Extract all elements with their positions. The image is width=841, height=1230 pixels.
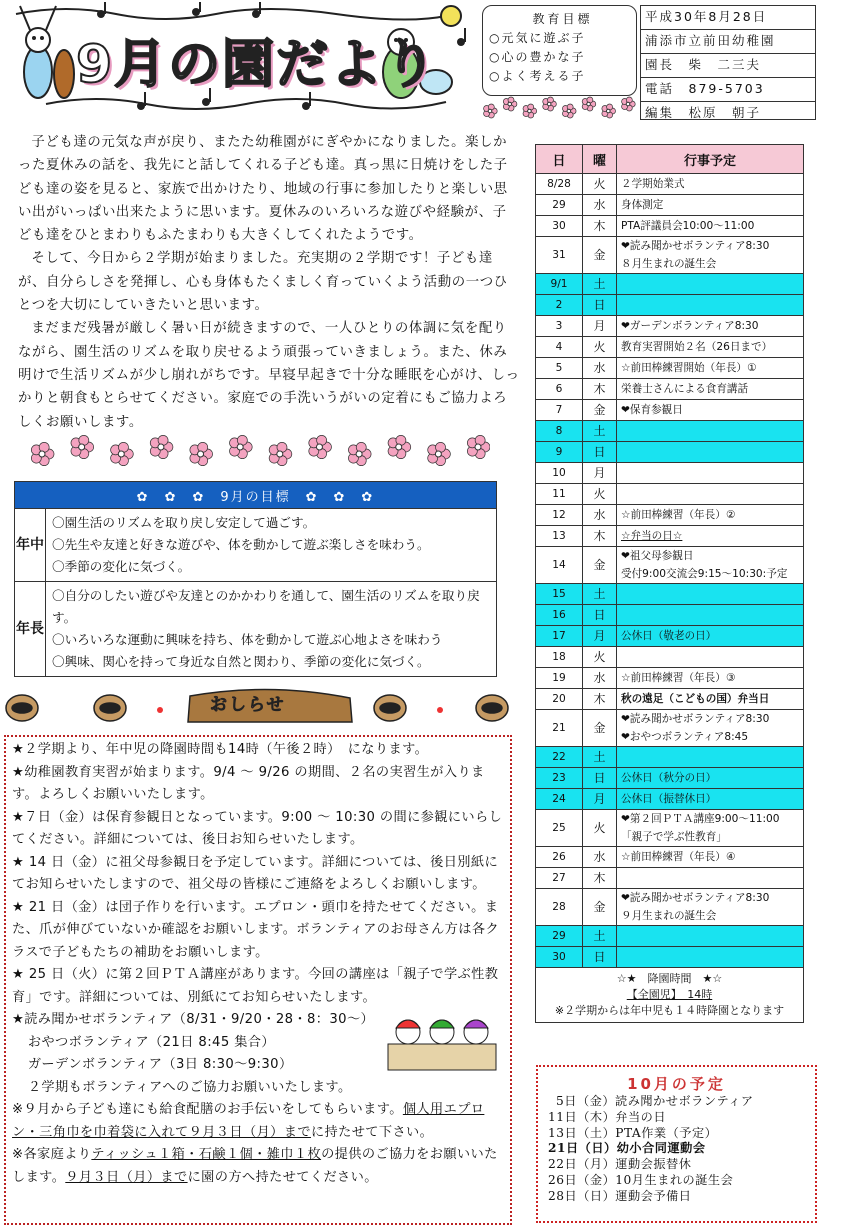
schedule-header-day: 曜 [583, 145, 617, 174]
schedule-date: 9/1 [536, 274, 583, 295]
schedule-date: 7 [536, 400, 583, 421]
schedule-event: 教育実習開始２名（26日まで） [617, 337, 804, 358]
schedule-row [536, 379, 804, 400]
schedule-event [617, 584, 804, 605]
flower-icon [71, 435, 94, 458]
schedule-row [536, 295, 804, 316]
notice-item: ★２学期より、年中児の降園時間も14時（午後２時） になります。 [12, 742, 429, 757]
schedule-row [536, 421, 804, 442]
schedule-date: 15 [536, 584, 583, 605]
schedule-date: 20 [536, 689, 583, 710]
flower-icon [111, 442, 134, 465]
intro-paragraph: そして、今日から２学期が始まりました。充実期の２学期です！子ども達が、自分らしさを発揮し、心も身体もたくましく育っていくよう活動の一つひとつを大切にしていきたいと思います。 [18, 251, 508, 314]
schedule-date: 21 [536, 710, 583, 747]
schedule-date: 29 [536, 195, 583, 216]
schedule-day: 土 [583, 584, 617, 605]
schedule-event: PTA評議員会10:00～11:00 [617, 216, 804, 237]
volunteer-heading: ★読み聞かせボランティア（8/31・9/20・28・8：30～） [12, 1012, 375, 1027]
flower-icon [602, 104, 616, 118]
schedule-day: 木 [583, 526, 617, 547]
schedule-day: 木 [583, 868, 617, 889]
schedule-day: 木 [583, 216, 617, 237]
schedule-date: 16 [536, 605, 583, 626]
schedule-row [536, 768, 804, 789]
schedule-date: 2 [536, 295, 583, 316]
schedule-row [536, 668, 804, 689]
schedule-row [536, 195, 804, 216]
school-name: 浦添市立前田幼稚園 [641, 30, 815, 54]
schedule-event [617, 747, 804, 768]
schedule-event [617, 605, 804, 626]
october-item: 28日（日）運動会予備日 [548, 1188, 692, 1203]
children-illustration-icon [386, 1010, 498, 1072]
volunteer-line: おやつボランティア（21日 8:45 集合） [27, 1034, 275, 1050]
notice-box [4, 735, 512, 1225]
schedule-row [536, 316, 804, 337]
schedule-day: 水 [583, 505, 617, 526]
schedule-event [617, 295, 804, 316]
schedule-date: 10 [536, 463, 583, 484]
schedule-row [536, 174, 804, 195]
schedule-row [536, 547, 804, 584]
schedule-day: 火 [583, 647, 617, 668]
monthly-goals-heading: ✿ ✿ ✿ 9月の目標 ✿ ✿ ✿ [15, 482, 497, 509]
schedule-event: ☆前田棒練習（年長）④ [617, 847, 804, 868]
october-item: 5日（金）読み聞かせボランティア [556, 1094, 754, 1108]
schedule-event [617, 442, 804, 463]
schedule-day: 火 [583, 337, 617, 358]
schedule-day: 水 [583, 847, 617, 868]
goal-group-row [15, 582, 497, 677]
schedule-event [617, 274, 804, 295]
flower-icon [269, 442, 292, 465]
schedule-row [536, 689, 804, 710]
goal-item: 〇季節の変化に気づく。 [52, 559, 191, 574]
schedule-event: 秋の遠足（こどもの国）弁当日 [617, 689, 804, 710]
schedule-row [536, 584, 804, 605]
flower-icon [484, 104, 498, 118]
schedule-day: 日 [583, 768, 617, 789]
notice-item: ★ 14 日（金）に祖父母参観日を予定しています。詳細については、後日別紙にてお知らせいたしますので、祖父母の皆様にご連絡をよろしくお願いします。 [12, 854, 499, 892]
schedule-date: 3 [536, 316, 583, 337]
schedule-date: 11 [536, 484, 583, 505]
october-heading: 10月の予定 [627, 1075, 726, 1093]
schedule-row [536, 237, 804, 274]
schedule-row [536, 605, 804, 626]
flower-icon [150, 435, 173, 458]
flower-icon [622, 97, 636, 111]
schedule-date: 31 [536, 237, 583, 274]
schedule-row [536, 847, 804, 868]
intro-text [18, 131, 520, 434]
schedule-header-date: 日 [536, 145, 583, 174]
schedule-event: 公休日（秋分の日） [617, 768, 804, 789]
schedule-event: ❤読み聞かせボランティア8:30 ❤おやつボランティア8:45 [617, 710, 804, 747]
goal-group-label: 年中 [15, 509, 46, 582]
schedule-day: 水 [583, 195, 617, 216]
schedule-event: ☆前田棒練習（年長）② [617, 505, 804, 526]
schedule-day: 水 [583, 358, 617, 379]
intro-paragraph: 子ども達の元気な声が戻り、またた幼稚園がにぎやかになりました。楽しかった夏休みの話を、我先にと話してくれる子ども達。真っ黒に日焼けをした子ども達の姿を見ると、家族で出かけたり、地域の行事に参加したりと楽しい思い出がいっぱい出来たように思います。夏休みのいろいろな遊びや経験が、子ども達をひとまわりもふたまわりも大きくしてくれたようです。 [18, 135, 508, 244]
flower-icon [523, 104, 537, 118]
october-item: 21日（日）幼小合同運動会 [548, 1141, 706, 1156]
schedule-row [536, 626, 804, 647]
notice-item: ★７日（金）は保育参観日となっています。9:00 ～ 10:30 の間に参観にいらしてください。詳細については、後日お知らせいたします。 [12, 809, 503, 847]
schedule-row [536, 216, 804, 237]
schedule-date: 5 [536, 358, 583, 379]
schedule-row [536, 810, 804, 847]
schedule-event: 公休日（振替休日） [617, 789, 804, 810]
goal-group-label: 年長 [15, 582, 46, 677]
schedule-event: ☆前田棒練習開始（年長）① [617, 358, 804, 379]
schedule-event [617, 947, 804, 968]
flower-icon [388, 435, 411, 458]
schedule-date: 25 [536, 810, 583, 847]
schedule-row [536, 868, 804, 889]
schedule-day: 木 [583, 379, 617, 400]
issue-date: 平成30年8月28日 [641, 6, 815, 30]
goal-item: 〇園生活のリズムを取り戻し安定して過ごす。 [52, 515, 316, 530]
volunteer-line: ２学期もボランティアへのご協力お願いいたします。 [27, 1079, 352, 1095]
schedule-date: 14 [536, 547, 583, 584]
schedule-event: ❤ガーデンボランティア8:30 [617, 316, 804, 337]
goal-group-row [15, 509, 497, 582]
notice-item: ★幼稚園教育実習が始まります。9/4 ～ 9/26 の期間、２名の実習生が入ります。よろしくお願いいたします。 [12, 764, 485, 802]
notice-item: ★ 21 日（金）は団子作りを行います。エプロン・頭巾を持たせてください。また、爪が伸びていないか確認をお願いします。ボランティアのお母さん方は各クラスで子どもたちの補助をお願いします。 [12, 899, 500, 960]
schedule-row [536, 358, 804, 379]
october-item: 13日（土）PTA作業（予定） [548, 1125, 718, 1140]
flower-border-icon [478, 96, 640, 122]
schedule-day: 日 [583, 605, 617, 626]
schedule-event [617, 647, 804, 668]
supply-notice: ※各家庭よりティッシュ１箱・石鹸１個・雑巾１枚の提供のご協力をお願いいたします。９月３日（月）までに園の方へ持たせてください。 [12, 1147, 498, 1185]
flower-icon [230, 435, 253, 458]
cricket-icon [20, 6, 74, 98]
schedule-event: ❤祖父母参観日 受付9:00交流会9:15～10:30:予定 [617, 547, 804, 584]
flower-icon [31, 442, 54, 465]
flower-icon [503, 97, 517, 111]
schedule-day: 金 [583, 547, 617, 584]
education-goal-item: ○よく考える子 [489, 69, 586, 83]
schedule-row [536, 526, 804, 547]
notice-item: ★ 25 日（火）に第２回ＰＴＡ講座があります。今回の講座は「親子で学ぶ性教育」です。詳細については、別紙にてお知らせいたします。 [12, 967, 499, 1005]
schedule-day: 金 [583, 400, 617, 421]
editor-name: 編集 松原 朝子 [645, 105, 762, 120]
volunteer-line: ガーデンボランティア（3日 8:30～9:30） [27, 1057, 293, 1072]
flower-icon [428, 442, 451, 465]
education-goals-heading: 教育目標 [532, 12, 593, 26]
schedule-day: 日 [583, 442, 617, 463]
intro-paragraph: まだまだ残暑が厳しく暑い日が続きますので、一人ひとりの体調に気を配りながら、園生活のリズムを取り戻せるよう頑張っていきましょう。また、休み明けで生活リズムが少し崩れがちです。早寝早起きで十分な睡眠を心がけ、しっかりと朝食もとらせてください。家庭での手洗いうがいの定着にもご協力よろしくお願いします。 [18, 321, 520, 430]
schedule-row [536, 337, 804, 358]
schedule-date: 12 [536, 505, 583, 526]
schedule-event: 栄養士さんによる食育講話 [617, 379, 804, 400]
phone-number: 電話 879-5703 [641, 78, 815, 102]
schedule-date: 30 [536, 216, 583, 237]
schedule-day: 水 [583, 668, 617, 689]
schedule-row [536, 463, 804, 484]
october-item: 26日（金）10月生まれの誕生会 [548, 1172, 734, 1187]
goal-item: 〇先生や友達と好きな遊びや、体を動かして遊ぶ楽しさを味わう。 [52, 537, 430, 552]
schedule-row [536, 710, 804, 747]
schedule-date: 17 [536, 626, 583, 647]
schedule-day: 木 [583, 689, 617, 710]
flower-divider-icon [30, 433, 490, 473]
schedule-event [617, 926, 804, 947]
flower-icon [582, 97, 596, 111]
schedule-date: 8 [536, 421, 583, 442]
notice-title: おしらせ [210, 695, 286, 715]
schedule-date: 4 [536, 337, 583, 358]
schedule-date: 24 [536, 789, 583, 810]
schedule-table [535, 144, 804, 1023]
flower-icon [190, 442, 213, 465]
october-plan-box [536, 1065, 817, 1223]
schedule-header-event: 行事予定 [617, 145, 804, 174]
flower-icon [309, 435, 332, 458]
schedule-date: 26 [536, 847, 583, 868]
schedule-event [617, 484, 804, 505]
meal-notice: ※９月から子ども達にも給食配膳のお手伝いをしてもらいます。個人用エプロン・三角巾を巾着袋に入れて９月３日（月）までに持たせて下さい。 [12, 1102, 485, 1140]
schedule-date: 19 [536, 668, 583, 689]
education-goals-box [482, 5, 637, 96]
schedule-event [617, 421, 804, 442]
schedule-event: ２学期始業式 [617, 174, 804, 195]
schedule-row [536, 505, 804, 526]
schedule-row [536, 647, 804, 668]
schedule-event [617, 868, 804, 889]
schedule-row [536, 442, 804, 463]
schedule-event: ❤読み聞かせボランティア8:30 ９月生まれの誕生会 [617, 889, 804, 926]
schedule-row [536, 926, 804, 947]
schedule-day: 土 [583, 747, 617, 768]
october-item: 11日（木）弁当の日 [548, 1109, 667, 1124]
schedule-day: 金 [583, 889, 617, 926]
october-item: 22日（月）運動会振替休 [548, 1157, 692, 1172]
schedule-date: 18 [536, 647, 583, 668]
schedule-day: 月 [583, 463, 617, 484]
education-goal-item: ○元気に遊ぶ子 [489, 31, 586, 45]
goal-item: 〇興味、関心を持って身近な自然と関わり、季節の変化に気づく。 [52, 654, 430, 669]
schedule-day: 日 [583, 947, 617, 968]
schedule-event: ☆弁当の日☆ [617, 526, 804, 547]
schedule-row [536, 400, 804, 421]
schedule-row [536, 484, 804, 505]
page-title: 9月の園だより [76, 35, 439, 95]
schedule-day: 火 [583, 174, 617, 195]
schedule-date: 30 [536, 947, 583, 968]
schedule-event: ❤保育参観日 [617, 400, 804, 421]
flower-icon [543, 97, 557, 111]
principal-name: 園長 柴 二三夫 [641, 54, 815, 78]
school-info-box [640, 5, 816, 120]
schedule-day: 火 [583, 810, 617, 847]
schedule-day: 月 [583, 789, 617, 810]
schedule-day: 金 [583, 237, 617, 274]
schedule-day: 金 [583, 710, 617, 747]
schedule-row [536, 889, 804, 926]
monthly-goals-table [14, 481, 497, 677]
schedule-event: ☆前田棒練習（年長）③ [617, 668, 804, 689]
schedule-day: 日 [583, 295, 617, 316]
schedule-day: 月 [583, 316, 617, 337]
schedule-event: 公休日（敬老の日） [617, 626, 804, 647]
schedule-event: 身体測定 [617, 195, 804, 216]
schedule-date: 6 [536, 379, 583, 400]
schedule-date: 22 [536, 747, 583, 768]
schedule-date: 29 [536, 926, 583, 947]
schedule-day: 月 [583, 626, 617, 647]
dismissal-note: ☆★ 降園時間 ★☆ 【全園児】 14時 ※２学期からは年中児も１４時降園となります [536, 968, 804, 1023]
flower-icon [467, 435, 490, 458]
education-goal-item: ○心の豊かな子 [489, 50, 586, 64]
schedule-event: ❤第２回ＰＴＡ講座9:00～11:00 「親子で学ぶ性教育」 [617, 810, 804, 847]
schedule-date: 13 [536, 526, 583, 547]
schedule-row [536, 789, 804, 810]
schedule-day: 土 [583, 926, 617, 947]
schedule-date: 8/28 [536, 174, 583, 195]
schedule-date: 9 [536, 442, 583, 463]
flower-icon [562, 104, 576, 118]
schedule-row [536, 274, 804, 295]
schedule-date: 23 [536, 768, 583, 789]
schedule-row [536, 747, 804, 768]
goal-item: 〇自分のしたい遊びや友達とのかかわりを通して、園生活のリズムを取り戻す。 [52, 588, 480, 625]
schedule-day: 土 [583, 421, 617, 442]
schedule-date: 27 [536, 868, 583, 889]
flower-icon [348, 442, 371, 465]
schedule-event: ❤読み聞かせボランティア8:30 ８月生まれの誕生会 [617, 237, 804, 274]
schedule-row [536, 947, 804, 968]
schedule-event [617, 463, 804, 484]
schedule-date: 28 [536, 889, 583, 926]
schedule-day: 火 [583, 484, 617, 505]
goal-item: 〇いろいろな運動に興味を持ち、体を動かして遊ぶ心地よさを味わう [52, 632, 443, 647]
schedule-day: 土 [583, 274, 617, 295]
